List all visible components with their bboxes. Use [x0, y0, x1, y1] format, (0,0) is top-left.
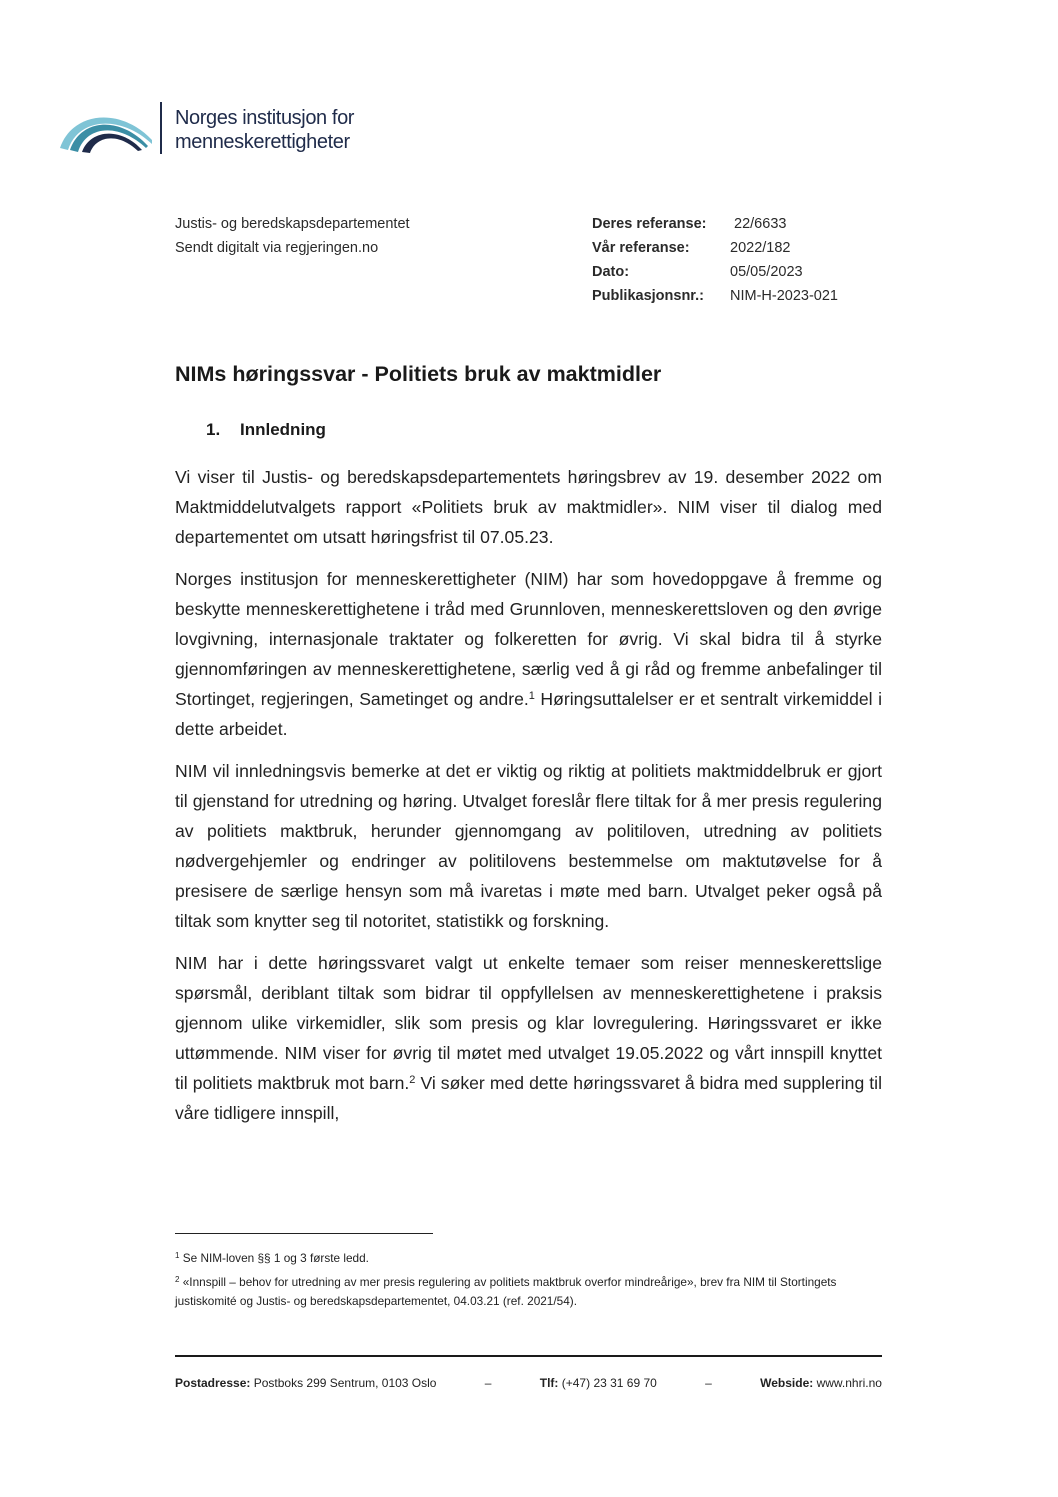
footnote-2	[175, 1273, 895, 1311]
logo-text	[175, 106, 354, 154]
section-title: Innledning	[240, 420, 326, 439]
footer-website-label: Webside:	[760, 1376, 814, 1390]
footer-separator: –	[705, 1376, 712, 1390]
reference-value: 05/05/2023	[730, 264, 803, 280]
footnote-1	[175, 1249, 895, 1268]
reference-row	[592, 212, 838, 236]
reference-row	[592, 236, 838, 260]
logo-line-1: Norges institusjon for	[175, 107, 355, 129]
paragraph-3: NIM vil innledningsvis bemerke at det er viktig og riktig at politiets maktmiddelbruk er gjort til gjenstand for utredning og høring. Utvalget foreslår flere tiltak for å mer presis regulering av politiets maktbruk, herunder gjennomgang av politiloven, utredning av politiets nødvergehjemler og endringer av politilovens bestemmelse om maktutøvelse for å presisere de særlige hensyn som må ivaretas i møte med barn. Utvalget peker også på tiltak som knytter seg til notoritet, statistikk og forskning.	[175, 761, 882, 931]
footer-website	[760, 1376, 882, 1390]
footnote-ref-1[interactable]: 1	[528, 690, 535, 702]
reference-row	[592, 260, 838, 284]
reference-label: Deres referanse:	[592, 216, 707, 232]
paragraph-2	[175, 564, 882, 744]
paragraph-2-tail: Høringsuttalelser er et sentralt virkemiddel i dette arbeidet.	[175, 689, 883, 739]
organization-logo	[58, 100, 358, 160]
footer-address-value: Postboks 299 Sentrum, 0103 Oslo	[250, 1376, 437, 1390]
document-title: NIMs høringssvar - Politiets bruk av maktmidler	[175, 362, 662, 386]
reference-value: 2022/182	[730, 240, 791, 256]
footer-phone-value: (+47) 23 31 69 70	[558, 1376, 657, 1390]
section-number: 1.	[206, 420, 221, 439]
footer-website-link[interactable]: www.nhri.no	[813, 1376, 882, 1390]
reference-block	[592, 212, 838, 308]
footer-divider	[175, 1355, 882, 1357]
paragraph-4-text: NIM har i dette høringssvaret valgt ut enkelte temaer som reiser menneskerettslige spørsmål, deriblant tiltak som bidrar til oppfyllelsen av menneskerettighetene i praksis gjennom ulike virkemidler, slik som presis og klar lovregulering. Høringssvaret er ikke uttømmende. NIM viser for øvrig til møtet med utvalget 19.05.2022 og vårt innspill knyttet til politiets maktbruk mot barn.	[175, 953, 882, 1093]
reference-row	[592, 284, 838, 308]
footer-address	[175, 1376, 436, 1390]
reference-value: NIM-H-2023-021	[730, 288, 838, 304]
section-heading	[206, 420, 326, 440]
footnote-text: Se NIM-loven §§ 1 og 3 første ledd.	[179, 1251, 369, 1265]
page-footer	[175, 1376, 882, 1390]
paragraph-2-text: Norges institusjon for menneskerettigheter (NIM) har som hovedoppgave å fremme og beskytte menneskerettighetene i tråd med Grunnloven, menneskerettsloven og den øvrige lovgivning, internasjonale traktater og folkeretten for øvrig. Vi skal bidra til å styrke gjennomføringen av menneskerettighetene, særlig ved å gi råd og fremme anbefalinger til Stortinget, regjeringen, Sametinget og andre.	[175, 569, 882, 709]
logo-line-2: menneskerettigheter	[175, 131, 350, 153]
footnotes	[175, 1249, 895, 1316]
reference-value: 22/6633	[730, 216, 787, 232]
logo-divider	[160, 102, 162, 154]
body-text	[175, 462, 882, 1140]
delivery-note: Sendt digitalt via regjeringen.no	[175, 240, 379, 256]
footer-address-label: Postadresse:	[175, 1376, 251, 1390]
paragraph-1: Vi viser til Justis- og beredskapsdepartementets høringsbrev av 19. desember 2022 om Maktmiddelutvalgets rapport «Politiets bruk av maktmidler». NIM viser til dialog med departementet om utsatt høringsfrist til 07.05.23.	[175, 467, 882, 547]
recipient-block	[175, 212, 410, 260]
footnote-ref-2[interactable]: 2	[409, 1074, 416, 1086]
arc-logo-icon	[58, 100, 154, 156]
reference-label: Publikasjonsnr.:	[592, 288, 704, 304]
footer-phone	[540, 1376, 657, 1390]
footnote-divider	[175, 1233, 433, 1234]
footnote-text: «Innspill – behov for utredning av mer presis regulering av politiets maktbruk overfor mindreårige», brev fra NIM til Stortingets justiskomité og Justis- og beredskapsdepartementet, 04.03.21 (ref. 2021/54).	[175, 1275, 837, 1308]
footer-separator: –	[484, 1376, 492, 1390]
reference-label: Dato:	[592, 264, 630, 280]
paragraph-4	[175, 948, 882, 1128]
footnote-number: 1	[175, 1251, 180, 1260]
reference-label: Vår referanse:	[592, 240, 690, 256]
footnote-number: 2	[175, 1275, 180, 1284]
recipient-name: Justis- og beredskapsdepartementet	[175, 216, 410, 232]
footer-phone-label: Tlf:	[539, 1376, 559, 1390]
paragraph-4-tail: Vi søker med dette høringssvaret å bidra med supplering til våre tidligere innspill,	[175, 1073, 882, 1123]
